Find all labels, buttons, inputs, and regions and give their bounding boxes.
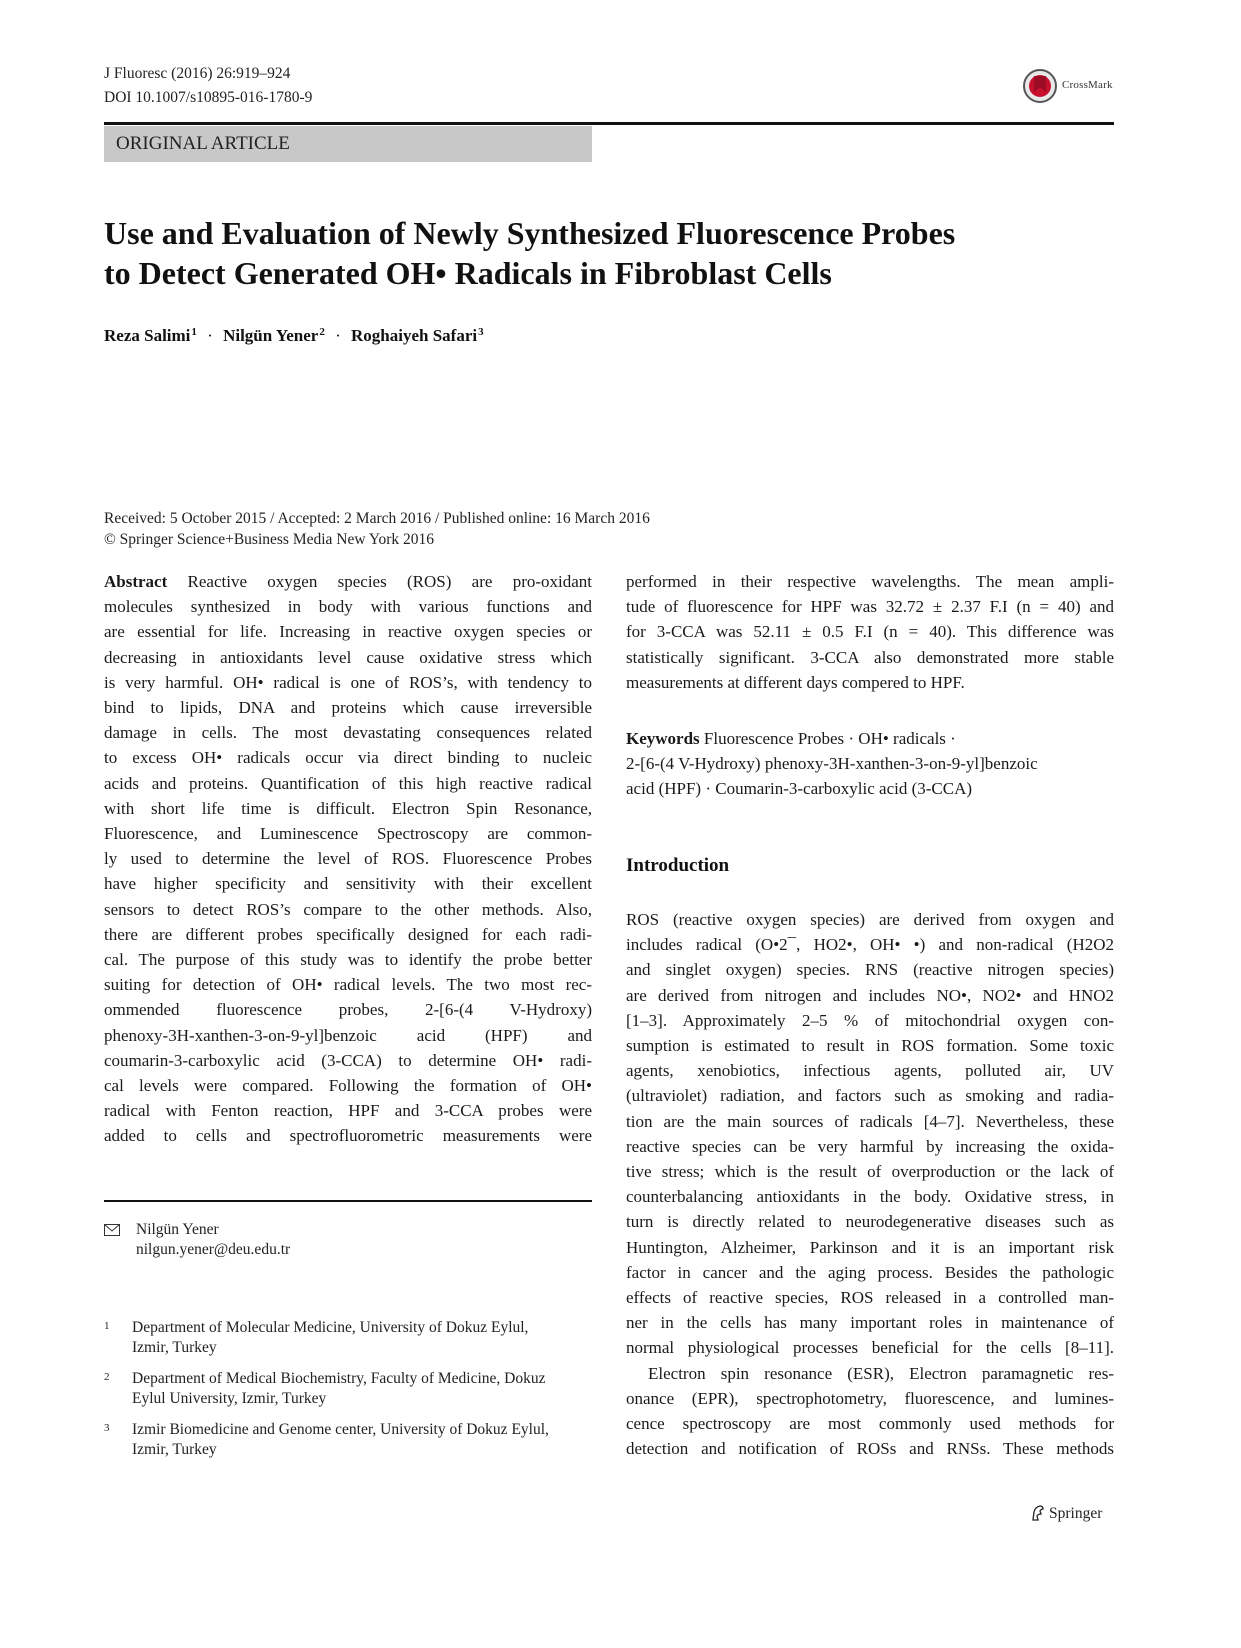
abstract-line: added to cells and spectrofluorometric measurements were (104, 1126, 592, 1146)
abstract-line: ommended fluorescence probes, 2-[6-(4 V-Hydroxy) (104, 1000, 592, 1020)
introduction-heading: Introduction (626, 855, 730, 876)
publication-dates: Received: 5 October 2015 / Accepted: 2 March 2016 / Published online: 16 March 2016 (104, 510, 650, 527)
intro-line: Huntington, Alzheimer, Parkinson and it is an important risk (626, 1237, 1114, 1257)
abstract-line: radical with Fenton reaction, HPF and 3-CCA probes were (104, 1101, 592, 1121)
author-name[interactable]: Roghaiyeh Safari (351, 326, 478, 345)
affiliation-item (104, 1420, 604, 1460)
intro-line: Electron spin resonance (ESR), Electron paramagnetic res- (648, 1363, 1114, 1383)
intro-line: normal physiological processes beneficial for the cells [8–11]. (626, 1338, 1114, 1358)
correspondence-name: Nilgün Yener (136, 1221, 219, 1238)
abstract-line: phenoxy-3H-xanthen-3-on-9-yl]benzoic acid (HPF) and (104, 1025, 592, 1045)
intro-line: agents, xenobiotics, infectious agents, polluted air, UV (626, 1061, 1114, 1081)
author-name[interactable]: Nilgün Yener (223, 326, 319, 345)
abstract-line: for 3-CCA was 52.11 ± 0.5 F.I (n = 40). This difference was (626, 622, 1114, 642)
affiliation-line: Eylul University, Izmir, Turkey (132, 1390, 327, 1407)
publisher-name: Springer (1049, 1505, 1103, 1522)
affiliation-line: Izmir, Turkey (132, 1441, 217, 1458)
header-rule (104, 122, 1114, 125)
intro-line: tion are the main sources of radicals [4–7]. Nevertheless, these (626, 1111, 1114, 1131)
author-separator: · (335, 326, 341, 345)
intro-line: includes radical (O•2¯, HO2•, OH• •) and non-radical (H2O2 (626, 935, 1114, 955)
title-line: to Detect Generated OH• Radicals in Fibroblast Cells (104, 255, 832, 291)
abstract-line: there are different probes specifically designed for each radi- (104, 924, 592, 944)
intro-line: onance (EPR), spectrophotometry, fluorescence, and lumines- (626, 1388, 1114, 1408)
author-name[interactable]: Reza Salimi (104, 326, 191, 345)
author-separator: · (207, 326, 213, 345)
keywords-block (626, 726, 1114, 801)
intro-line: counterbalancing antioxidants in the body. Oxidative stress, in (626, 1187, 1114, 1207)
intro-line: tive stress; which is the result of overproduction or the lack of (626, 1162, 1114, 1182)
abstract-line: decreasing in antioxidants level cause oxidative stress which (104, 647, 592, 667)
author-affiliation-marker: 1 (191, 326, 197, 338)
abstract-line: suiting for detection of OH• radical levels. The two most rec- (104, 975, 592, 995)
intro-line: are derived from nitrogen and includes NO•, NO2• and HNO2 (626, 985, 1114, 1005)
keyword-line: acid (HPF) · Coumarin-3-carboxylic acid (3-CCA) (626, 779, 973, 798)
intro-line: sumption is estimated to result in ROS formation. Some toxic (626, 1036, 1114, 1056)
keywords-heading: Keywords (626, 729, 700, 748)
abstract-line: molecules synthesized in body with various functions and (104, 597, 592, 617)
affiliation-line: Department of Medical Biochemistry, Faculty of Medicine, Dokuz (132, 1370, 546, 1387)
abstract-line: are essential for life. Increasing in reactive oxygen species or (104, 622, 592, 642)
article-type-banner: ORIGINAL ARTICLE (104, 126, 592, 162)
intro-line: cence spectroscopy are most commonly used methods for (626, 1414, 1114, 1434)
springer-horse-icon (1030, 1504, 1046, 1522)
article-title (104, 213, 1104, 293)
affiliation-item (104, 1369, 604, 1409)
intro-line: and singlet oxygen) species. RNS (reactive nitrogen species) (626, 960, 1114, 980)
crossmark-icon (1022, 68, 1058, 104)
journal-reference: J Fluoresc (2016) 26:919–924 (104, 65, 291, 82)
title-line: Use and Evaluation of Newly Synthesized Fluorescence Probes (104, 215, 956, 251)
publisher-logo (1030, 1504, 1102, 1523)
abstract-line: is very harmful. OH• radical is one of ROS’s, with tendency to (104, 672, 592, 692)
abstract-block (104, 569, 592, 1149)
intro-line: ner in the cells has many important roles in maintenance of (626, 1313, 1114, 1333)
author-list (104, 326, 484, 346)
abstract-line: acids and proteins. Quantification of this high reactive radical (104, 773, 592, 793)
footnote-rule (104, 1200, 592, 1202)
affiliation-number: 3 (104, 1422, 110, 1434)
abstract-line: performed in their respective wavelengths. The mean ampli- (626, 572, 1114, 591)
abstract-line: coumarin-3-carboxylic acid (3-CCA) to determine OH• radi- (104, 1050, 592, 1070)
author-affiliation-marker: 3 (478, 326, 484, 338)
abstract-line: cal. The purpose of this study was to identify the probe better (104, 950, 592, 970)
abstract-line: cal levels were compared. Following the formation of OH• (104, 1076, 592, 1096)
abstract-line: Fluorescence, and Luminescence Spectroscopy are common- (104, 824, 592, 844)
keyword-line: Fluorescence Probes · OH• radicals · (703, 729, 956, 748)
affiliation-number: 1 (104, 1320, 110, 1332)
abstract-continuation (626, 569, 1114, 695)
doi-link[interactable]: DOI 10.1007/s10895-016-1780-9 (104, 89, 313, 106)
intro-line: factor in cancer and the aging process. Besides the pathologic (626, 1262, 1114, 1282)
affiliation-item (104, 1318, 604, 1358)
abstract-line: to excess OH• radicals occur via direct binding to nucleic (104, 748, 592, 768)
abstract-line: measurements at different days compered to HPF. (626, 672, 965, 692)
abstract-line: ly used to determine the level of ROS. Fluorescence Probes (104, 849, 592, 869)
affiliation-number: 2 (104, 1371, 110, 1383)
abstract-line: statistically significant. 3-CCA also demonstrated more stable (626, 647, 1114, 667)
copyright-notice: © Springer Science+Business Media New York 2016 (104, 531, 435, 548)
intro-line: (ultraviolet) radiation, and factors such as smoking and radia- (626, 1086, 1114, 1106)
crossmark-label: CrossMark (1062, 79, 1113, 91)
affiliation-line: Izmir, Turkey (132, 1339, 217, 1356)
author-affiliation-marker: 2 (319, 326, 325, 338)
intro-line: turn is directly related to neurodegenerative diseases such as (626, 1212, 1114, 1232)
envelope-icon (104, 1224, 120, 1236)
intro-line: ROS (reactive oxygen species) are derived from oxygen and (626, 910, 1114, 929)
crossmark-badge[interactable] (1022, 68, 1112, 108)
intro-line: effects of reactive species, ROS released in a controlled man- (626, 1288, 1114, 1308)
abstract-line: sensors to detect ROS’s compare to the other methods. Also, (104, 899, 592, 919)
affiliation-line: Department of Molecular Medicine, University of Dokuz Eylul, (132, 1319, 529, 1336)
abstract-line: with short life time is difficult. Electron Spin Resonance, (104, 798, 592, 818)
intro-line: detection and notification of ROSs and RNSs. These methods (626, 1439, 1114, 1459)
affiliation-line: Izmir Biomedicine and Genome center, University of Dokuz Eylul, (132, 1421, 549, 1438)
abstract-line: Reactive oxygen species (ROS) are pro-oxidant (187, 572, 593, 591)
keyword-line: 2-[6-(4 V-Hydroxy) phenoxy-3H-xanthen-3-on-9-yl]benzoic (626, 754, 1038, 773)
abstract-line: bind to lipids, DNA and proteins which cause irreversible (104, 698, 592, 718)
intro-line: reactive species can be very harmful by increasing the oxida- (626, 1136, 1114, 1156)
abstract-line: have higher specificity and sensitivity with their excellent (104, 874, 592, 894)
abstract-heading: Abstract (104, 572, 168, 591)
correspondence-email[interactable]: nilgun.yener@deu.edu.tr (136, 1241, 291, 1258)
abstract-line: tude of fluorescence for HPF was 32.72 ± 2.37 F.I (n = 40) and (626, 597, 1114, 617)
introduction-body (626, 907, 1114, 1461)
abstract-line: damage in cells. The most devastating consequences related (104, 723, 592, 743)
intro-line: [1–3]. Approximately 2–5 % of mitochondrial oxygen con- (626, 1010, 1114, 1030)
correspondence-block (104, 1220, 290, 1260)
